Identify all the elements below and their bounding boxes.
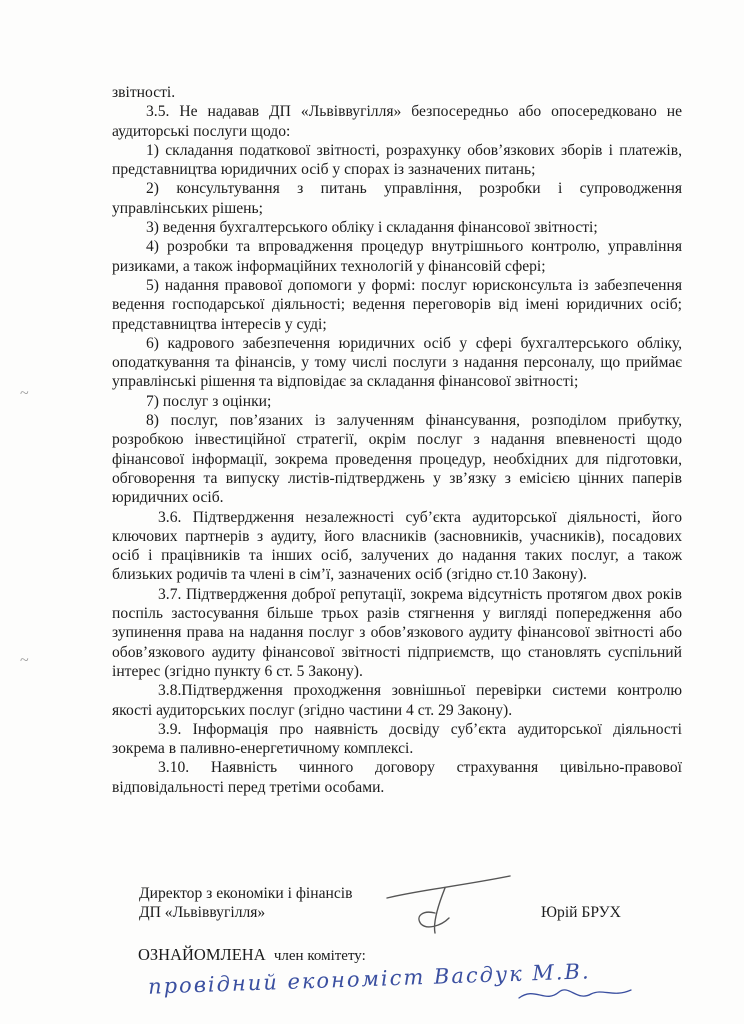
signatory-position-line2: ДП «Львіввугілля» xyxy=(139,904,266,921)
paragraph-3-8: 3.8.Підтвердження проходження зовнішньої перевірки системи контролю якості аудиторських послуг (згідно частини 4 ст. 29 Закону). xyxy=(112,682,682,719)
list-item-5: 5) надання правової допомоги у формі: послуг юрисконсульта із забезпечення ведення господарської діяльності; ведення переговорів від імені юридичних осіб; представництва інтересів у суді; xyxy=(112,276,682,333)
acknowledgement-role: член комітету: xyxy=(273,948,366,964)
signatory-position-line1: Директор з економіки і фінансів xyxy=(139,885,353,902)
acknowledgement-line xyxy=(138,945,366,966)
list-item-1: 1) складання податкової звітності, розрахунку обов’язкових зборів і платежів, представництва юридичних осіб у спорах із зазначених питань; xyxy=(112,141,682,179)
document-body xyxy=(112,83,682,797)
paragraph-3-10: 3.10. Наявність чинного договору страхування цивільно-правової відповідальності перед третіми особами. xyxy=(112,759,682,796)
list-item-8: 8) послуг, пов’язаних із залученням фінансування, розподілом прибутку, розробкою інвестиційної стратегії, окрім послуг з надання впевненості щодо фінансової інформації, зокрема проведення процедур, необхідних для підготовки, обговорення та випуску листів-підтверджень у зв’язку з емісією цінних паперів юридичних осіб. xyxy=(112,412,682,507)
paragraph-continuation: звітності. xyxy=(112,84,176,101)
margin-mark: ~ xyxy=(20,385,29,402)
paragraph-3-5: 3.5. Не надавав ДП «Львіввугілля» безпосередньо або опосередковано не аудиторські послуги щодо: xyxy=(112,103,682,140)
signatory-position xyxy=(139,884,353,922)
acknowledgement-label: ОЗНАЙОМЛЕНА xyxy=(138,945,266,964)
signatory-name: Юрій БРУХ xyxy=(541,904,621,921)
list-item-4: 4) розробки та впровадження процедур внутрішнього контролю, управління ризиками, а також інформаційних технологій у фінансовій сфері; xyxy=(112,238,682,275)
member-signature xyxy=(515,978,635,1008)
list-item-7: 7) послуг з оцінки; xyxy=(146,392,272,410)
handwritten-member-note: провідний економіст Васдук М.В. xyxy=(147,959,591,999)
list-item-2: 2) консультування з питань управління, розробки і супроводження управлінських рішень; xyxy=(112,180,682,217)
director-signature xyxy=(375,868,525,938)
list-item-6: 6) кадрового забезпечення юридичних осіб у сфері бухгалтерського обліку, оподаткування та фінансів, у тому числі послуги з надання персоналу, що приймає управлінські рішення та відповідає за складання фінансової звітності; xyxy=(112,334,682,391)
paragraph-3-7: 3.7. Підтвердження доброї репутації, зокрема відсутність протягом двох років поспіль застосування більше трьох разів стягнення у вигляді попередження або зупинення права на надання послуг з обов’язкового аудиту фінансової звітності або обов’язкового аудиту фінансової звітності підприємств, що становлять суспільний інтерес (згідно пункту 6 ст. 5 Закону). xyxy=(112,585,682,680)
list-item-3: 3) ведення бухгалтерського обліку і складання фінансової звітності; xyxy=(146,219,598,237)
paragraph-3-6: 3.6. Підтвердження незалежності суб’єкта аудиторської діяльності, його ключових партнерів з аудиту, його власників (засновників, учасників), посадових осіб і працівників та інших осіб, залучених до надання таких послуг, а також близьких родичів та члені в сім’ї, зазначених осіб (згідно ст.10 Закону). xyxy=(112,508,682,584)
margin-mark: ~ xyxy=(20,652,29,669)
paragraph-3-9: 3.9. Інформація про наявність досвіду суб’єкта аудиторської діяльності зокрема в паливно-енергетичному комплексі. xyxy=(112,720,682,758)
